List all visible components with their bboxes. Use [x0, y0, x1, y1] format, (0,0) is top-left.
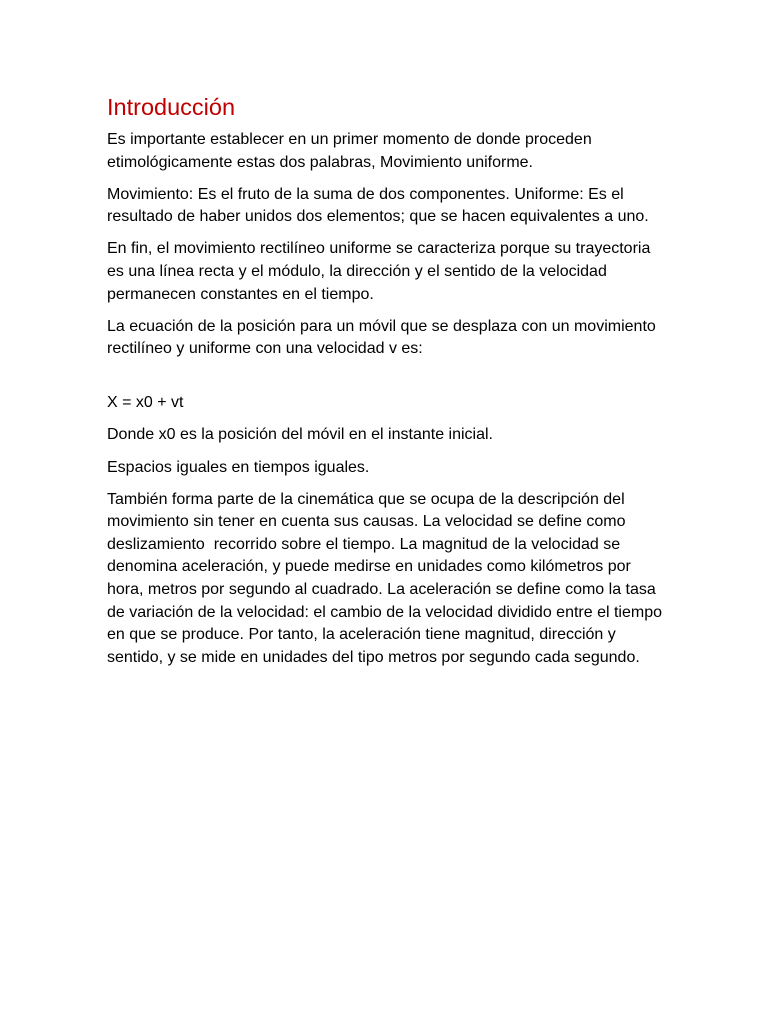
paragraph-equal-spaces: Espacios iguales en tiempos iguales. — [107, 458, 370, 476]
equation-text: X = x0 + vt — [107, 394, 184, 412]
paragraph-definitions: Movimiento: Es el fruto de la suma de dos componentes. Uniforme: Es el resultado de haber unidos dos elementos; que se hacen equivalentes a uno. — [107, 185, 649, 226]
document-page — [107, 92, 667, 679]
paragraph-mru-description: En fin, el movimiento rectilíneo uniforme se caracteriza porque su trayectoria es una línea recta y el módulo, la dirección y el sentido de la velocidad permanecen constantes en el tiempo. — [107, 240, 655, 303]
page-title: Introducción — [107, 94, 236, 120]
paragraph-kinematics: También forma parte de la cinemática que se ocupa de la descripción del movimiento sin tener en cuenta sus causas. La velocidad se define como deslizamiento recorrido sobre el tiempo. La magnitud de la velocidad se denomina aceleración, y puede medirse en unidades como kilómetros por hora, metros por segundo al cuadrado. La aceleración se define como la tasa de variación de la velocidad: el cambio de la velocidad dividido entre el tiempo en que se produce. Por tanto, la aceleración tiene magnitud, dirección y sentido, y se mide en unidades del tipo metros por segundo cada segundo. — [107, 490, 667, 666]
paragraph-position-equation-intro: La ecuación de la posición para un móvil que se desplaza con un movimiento rectilíneo y uniforme con una velocidad v es: — [107, 317, 661, 358]
paragraph-etymology: Es importante establecer en un primer momento de donde proceden etimológicamente estas dos palabras, Movimiento uniforme. — [107, 131, 597, 171]
blank-line — [107, 370, 663, 392]
paragraph-initial-position: Donde x0 es la posición del móvil en el instante inicial. — [107, 426, 493, 444]
